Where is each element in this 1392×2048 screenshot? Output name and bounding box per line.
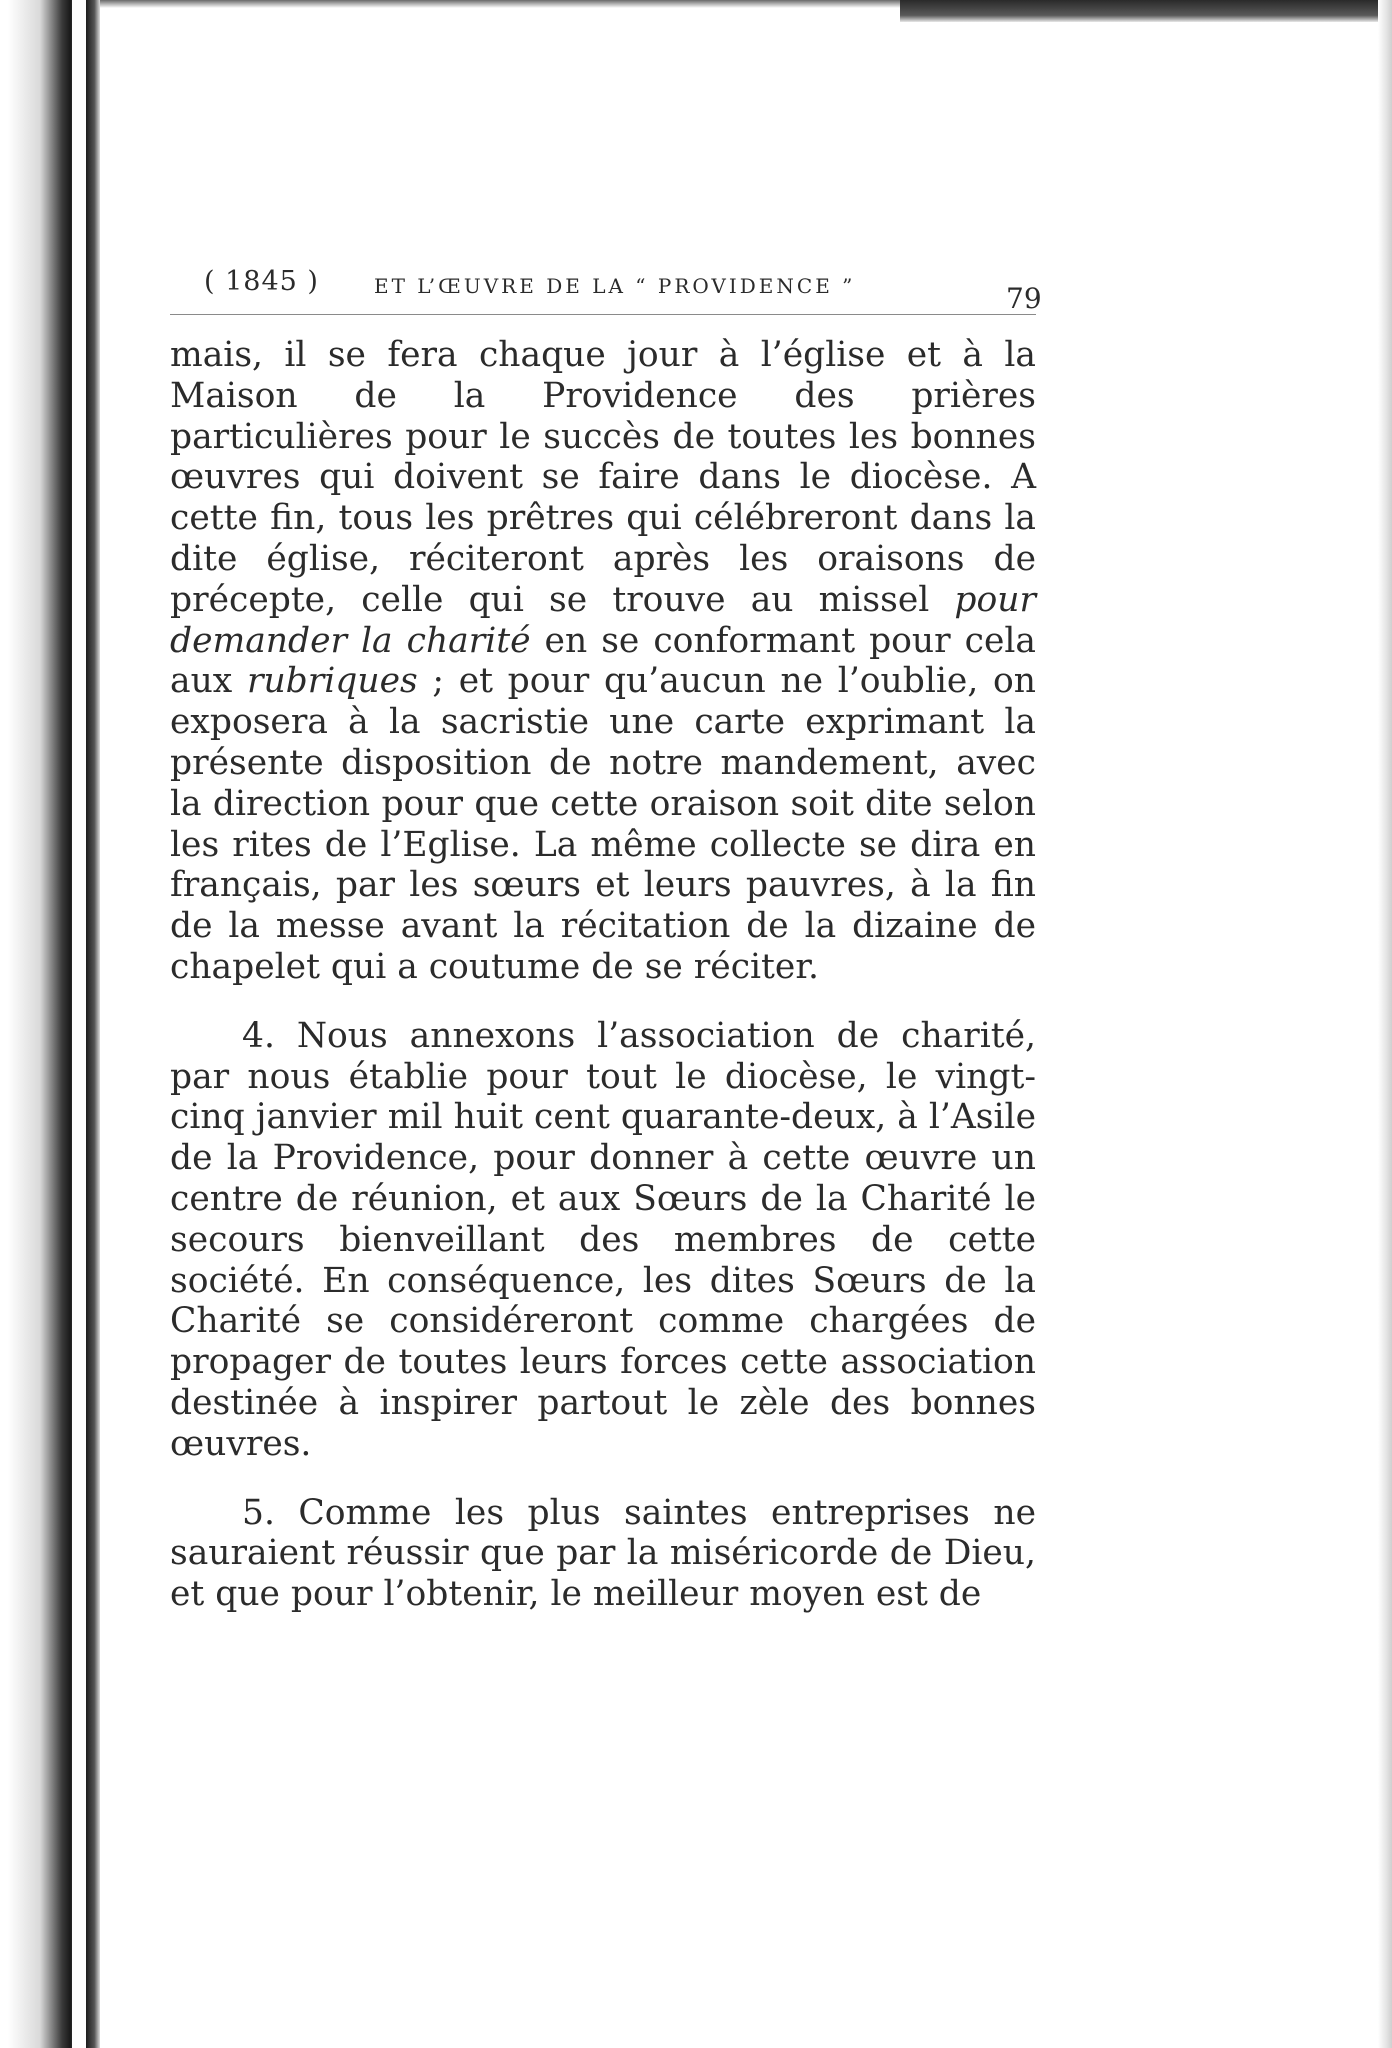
header-title: ET L’ŒUVRE DE LA “ PROVIDENCE ” xyxy=(374,274,856,298)
top-edge-shadow xyxy=(100,0,900,8)
right-edge-shadow xyxy=(1378,0,1392,2048)
top-band xyxy=(900,0,1392,22)
binding-shadow xyxy=(0,0,72,2048)
continuation-italic-2: rubriques xyxy=(246,661,418,702)
binding-edge xyxy=(86,0,100,2048)
book-page xyxy=(170,262,1040,1615)
continuation-italic-1: pour demander la charité xyxy=(170,579,1036,661)
continuation-text-2: en se conformant pour cela aux xyxy=(170,620,1036,702)
continuation-text-1: mais, il se fera chaque jour à l’église et à la Maison de la Providence des prières particulières pour le succès de toutes les bonnes œuvres qui doivent se faire dans le diocèse. A cette fin, tous les prêtres qui célébreront dans la dite église, réciteront après les oraisons de précepte, celle qui se trouve au missel xyxy=(170,335,1036,620)
continuation-paragraph xyxy=(170,335,1036,988)
paragraph-4: 4. Nous annexons l’association de charité, par nous établie pour tout le diocèse, le vingt-cinq janvier mil huit cent quarante-deux, à l’Asile de la Providence, pour donner à cette œuvre un centre de réunion, et aux Sœurs de la Charité le secours bienveillant des membres de cette société. En conséquence, les dites Sœurs de la Charité se considéreront comme chargées de propager de toutes leurs forces cette association destinée à inspirer partout le zèle des bonnes œuvres. xyxy=(170,1015,1036,1464)
header-year: ( 1845 ) xyxy=(204,266,319,297)
continuation-text-3: ; et pour qu’aucun ne l’oublie, on exposera à la sacristie une carte exprimant la présente disposition de notre mandement, avec la direction pour que cette oraison soit dite selon les rites de l’Eglise. La même collecte se dira en français, par les sœurs et leurs pauvres, à la fin de la messe avant la récitation de la dizaine de chapelet qui a coutume de se réciter. xyxy=(170,661,1036,987)
body-text xyxy=(170,335,1036,1615)
paragraph-5: 5. Comme les plus saintes entreprises ne sauraient réussir que par la miséricorde de Dieu, et que pour l’obtenir, le meilleur moyen est de xyxy=(170,1492,1036,1615)
running-head xyxy=(170,262,1042,315)
page-number: 79 xyxy=(1006,282,1042,315)
